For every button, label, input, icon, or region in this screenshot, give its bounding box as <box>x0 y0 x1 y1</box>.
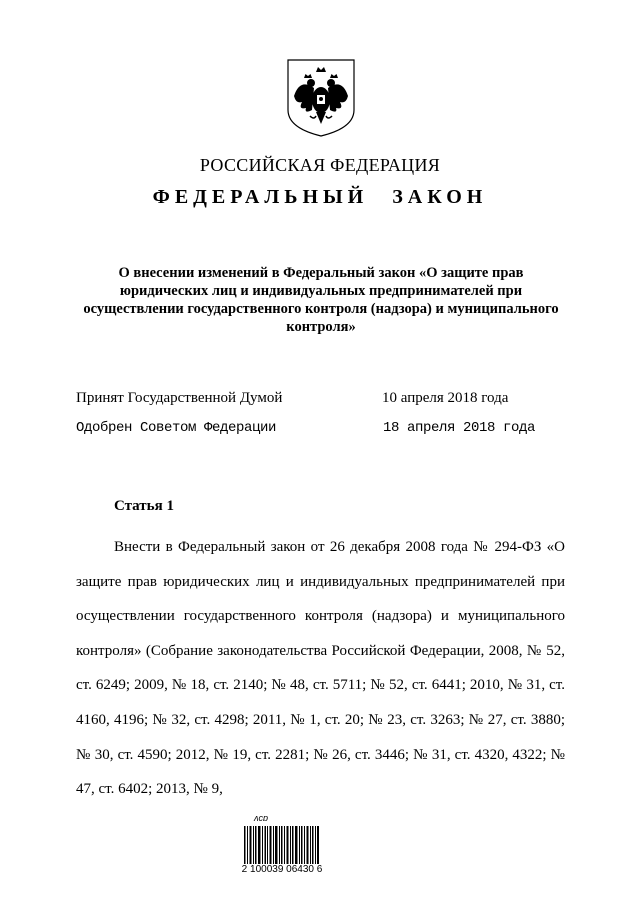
law-title: О внесении изменений в Федеральный закон «О защите прав юридических лиц и индивидуальных предпринимателей при осуществлении государственного контроля (надзора) и муниципального контроля» <box>83 265 559 335</box>
article-heading: Статья 1 <box>114 498 174 514</box>
article-body: Внести в Федеральный закон от 26 декабря 2008 года № 294-ФЗ «О защите прав юридических лиц и индивидуальных предпринимателей при осуществлении государственного контроля (надзора) и муниципального контроля» (Собрание законодательства Российской Федерации, 2008, № 52, ст. 6249; 2009, № 18, ст. 2140; № 48, ст. 5711; № 52, ст. 6441; 2010, № 31, ст. 4160, 4196; № 32, ст. 4298; 2011, № 1, ст. 20; № 23, ст. 3263; № 27, ст. 3880; № 30, ст. 4590; 2012, № 19, ст. 2281; № 26, ст. 3446; № 31, ст. 4320, 4322; № 47, ст. 6402; 2013, № 9, <box>76 539 565 798</box>
adopted-label: Принят Государственной Думой <box>76 390 283 406</box>
adopted-date: 10 апреля 2018 года <box>382 390 509 406</box>
barcode-icon <box>244 826 320 864</box>
approved-label: Одобрен Советом Федерации <box>76 420 277 436</box>
barcode-mark: ʌᴄɒ <box>254 813 269 823</box>
law-type-heading: ФЕДЕРАЛЬНЫЙ ЗАКОН <box>152 186 488 208</box>
russian-coat-of-arms-icon <box>286 58 356 138</box>
country-heading: РОССИЙСКАЯ ФЕДЕРАЦИЯ <box>199 155 441 175</box>
approved-date: 18 апреля 2018 года <box>383 420 536 436</box>
barcode-number: 2 100039 06430 6 <box>241 864 323 875</box>
